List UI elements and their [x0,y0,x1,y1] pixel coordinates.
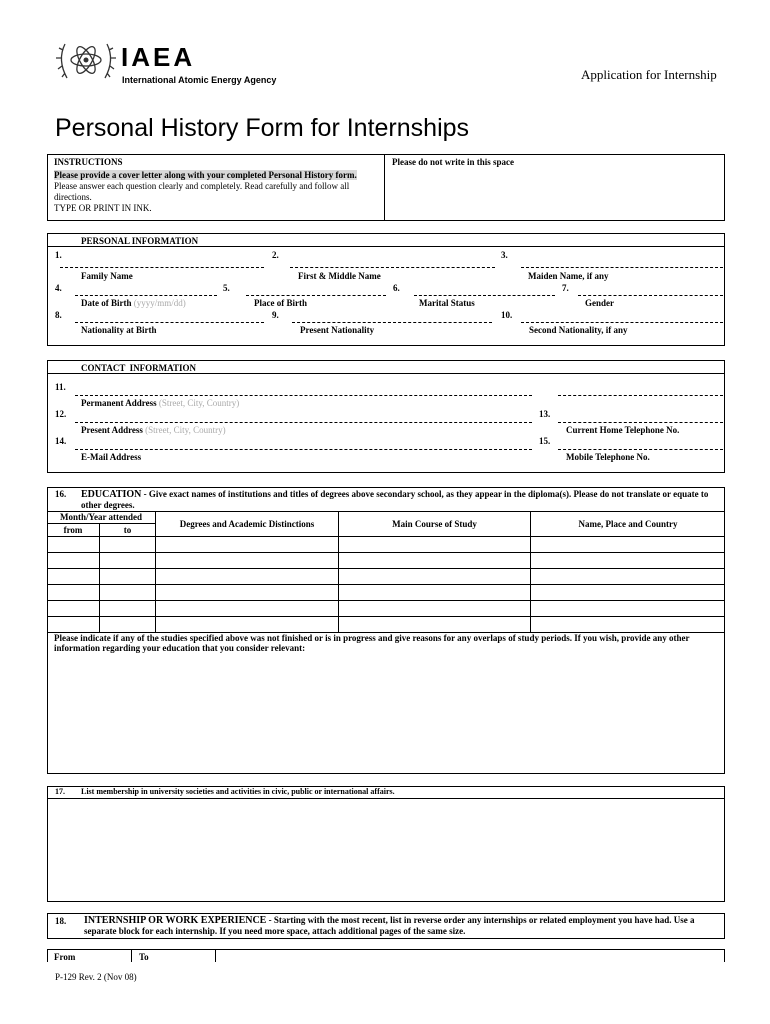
date-format-hint: (yyyy/mm/dd) [133,298,186,308]
table-row[interactable] [47,553,725,569]
gender-input[interactable] [578,295,723,296]
education-institution-cell[interactable] [531,585,726,601]
field-num-7: 7. [562,283,569,293]
main-course-header: Main Course of Study [339,511,531,537]
name-place-country-header: Name, Place and Country [531,511,726,537]
contact-header-rule [47,373,725,374]
membership-header-rule [47,798,725,799]
experience-table-right [724,949,725,962]
education-to-cell[interactable] [100,585,156,601]
present-nationality-input[interactable] [292,322,492,323]
permanent-address-label [81,398,239,408]
date-of-birth-text: Date of Birth [81,298,132,308]
maiden-name-label: Maiden Name, if any [528,271,609,281]
education-course-cell[interactable] [339,617,531,633]
field-num-14: 14. [55,436,67,446]
contact-info-heading: CONTACT INFORMATION [81,363,197,373]
field-num-5: 5. [223,283,230,293]
education-degree-cell[interactable] [156,617,339,633]
month-year-header: Month/Year attended [47,511,156,524]
marital-status-input[interactable] [414,295,555,296]
experience-table-left [47,949,48,962]
education-degree-cell[interactable] [156,601,339,617]
education-from-cell[interactable] [47,569,100,585]
form-code: P-129 Rev. 2 (Nov 08) [55,972,137,982]
field-num-18: 18. [55,916,67,926]
table-row[interactable] [47,601,725,617]
education-to-cell[interactable] [100,601,156,617]
second-nationality-label: Second Nationality, if any [529,325,628,335]
place-of-birth-label: Place of Birth [254,298,307,308]
education-from-cell[interactable] [47,601,100,617]
table-row [47,511,725,524]
type-print-note: TYPE OR PRINT IN INK. [54,203,152,213]
present-address-label [81,425,226,435]
present-address-input[interactable] [75,422,532,423]
page-title: Personal History Form for Internships [55,114,470,142]
first-middle-name-label: First & Middle Name [298,271,381,281]
permanent-address-input[interactable] [75,395,532,396]
table-row[interactable] [47,569,725,585]
first-middle-name-input[interactable] [290,267,495,268]
logo-text: IAEA [121,42,196,72]
education-heading-block [81,489,721,511]
education-degree-cell[interactable] [156,537,339,553]
org-name: International Atomic Energy Agency [122,75,277,85]
field-num-9: 9. [272,310,279,320]
experience-from-divider [131,949,132,962]
education-course-cell[interactable] [339,585,531,601]
table-row[interactable] [47,585,725,601]
education-degree-cell[interactable] [156,553,339,569]
education-to-cell[interactable] [100,553,156,569]
field-num-17: 17. [55,787,65,796]
experience-table-top [47,949,725,950]
table-row[interactable] [47,617,725,633]
mobile-telephone-label: Mobile Telephone No. [566,452,650,462]
education-course-cell[interactable] [339,601,531,617]
experience-heading: INTERNSHIP OR WORK EXPERIENCE [84,915,267,926]
degrees-header: Degrees and Academic Distinctions [156,511,339,537]
cover-letter-note: Please provide a cover letter along with your completed Personal History form. [54,170,357,180]
email-label: E-Mail Address [81,452,142,462]
field-num-16: 16. [55,489,67,499]
experience-from-label: From [54,952,76,962]
membership-label: List membership in university societies and activities in civic, public or international affairs. [81,787,395,796]
gender-label: Gender [585,298,614,308]
education-from-cell[interactable] [47,617,100,633]
present-nationality-label: Present Nationality [300,325,375,335]
education-course-cell[interactable] [339,553,531,569]
date-of-birth-input[interactable] [75,295,217,296]
instructions-body: Please answer each question clearly and completely. Read carefully and follow all directions. [54,181,350,202]
education-from-cell[interactable] [47,553,100,569]
form-type: Application for Internship [581,67,717,82]
experience-description: - Starting with the most recent, list in reverse order any internships or related employment you have had. Use a separate block for each internship. If you need more space, attach additional pages of the same size. [84,915,695,936]
family-name-label: Family Name [81,271,133,281]
present-address-text: Present Address [81,425,143,435]
education-from-cell[interactable] [47,585,100,601]
education-institution-cell[interactable] [531,537,726,553]
maiden-name-input[interactable] [521,267,723,268]
instructions-text [54,170,380,214]
education-institution-cell[interactable] [531,569,726,585]
education-table [47,511,725,633]
education-institution-cell[interactable] [531,553,726,569]
nationality-at-birth-input[interactable] [75,322,264,323]
field-num-6: 6. [393,283,400,293]
field-num-2: 2. [272,250,279,260]
education-course-cell[interactable] [339,569,531,585]
office-use-label: Please do not write in this space [392,157,514,167]
education-degree-cell[interactable] [156,585,339,601]
field-num-13: 13. [539,409,551,419]
education-description: - Give exact names of institutions and titles of degrees above secondary school, as they appear in the diploma(s). Please do not translate or equate to other degrees. [81,489,709,510]
home-telephone-label: Current Home Telephone No. [566,425,680,435]
email-input[interactable] [75,449,532,450]
table-row[interactable] [47,537,725,553]
education-institution-cell[interactable] [531,617,726,633]
instructions-heading: INSTRUCTIONS [54,157,123,167]
field-num-8: 8. [55,310,62,320]
place-of-birth-input[interactable] [246,295,386,296]
education-note-area[interactable] [50,655,722,771]
field-num-3: 3. [501,250,508,260]
field-num-15: 15. [539,436,551,446]
present-address-hint: (Street, City, Country) [145,425,226,435]
atom-laurel-icon [55,36,117,88]
date-of-birth-label [81,298,186,308]
instructions-divider [384,154,385,221]
education-to-cell[interactable] [100,537,156,553]
personal-header-rule [47,246,725,247]
education-from-cell[interactable] [47,537,100,553]
from-header: from [47,524,100,537]
field-num-10: 10. [501,310,513,320]
education-course-cell[interactable] [339,537,531,553]
field-num-1: 1. [55,250,62,260]
field-num-11: 11. [55,382,66,392]
education-heading: EDUCATION [81,489,142,500]
second-nationality-input[interactable] [521,322,723,323]
education-note: Please indicate if any of the studies specified above was not finished or is in progress and give reasons for any overlaps of study periods. If you wish, provide any other information regarding your education that you consider relevant: [54,633,690,653]
nationality-at-birth-label: Nationality at Birth [81,325,157,335]
experience-to-label: To [139,952,149,962]
field-num-12: 12. [55,409,67,419]
education-to-cell[interactable] [100,617,156,633]
family-name-input[interactable] [60,267,264,268]
personal-info-heading: PERSONAL INFORMATION [81,236,199,246]
permanent-address-hint: (Street, City, Country) [158,398,240,408]
experience-to-divider [215,949,216,962]
marital-status-label: Marital Status [419,298,475,308]
education-to-cell[interactable] [100,569,156,585]
experience-heading-block [84,915,720,937]
education-institution-cell[interactable] [531,601,726,617]
to-header: to [100,524,156,537]
iaea-logo [55,36,117,88]
field-num-4: 4. [55,283,62,293]
permanent-address-text: Permanent Address [81,398,157,408]
membership-text-area[interactable] [50,801,722,899]
mobile-telephone-input[interactable] [558,449,723,450]
education-degree-cell[interactable] [156,569,339,585]
home-telephone-input[interactable] [558,422,723,423]
permanent-address-extra-input[interactable] [558,395,723,396]
